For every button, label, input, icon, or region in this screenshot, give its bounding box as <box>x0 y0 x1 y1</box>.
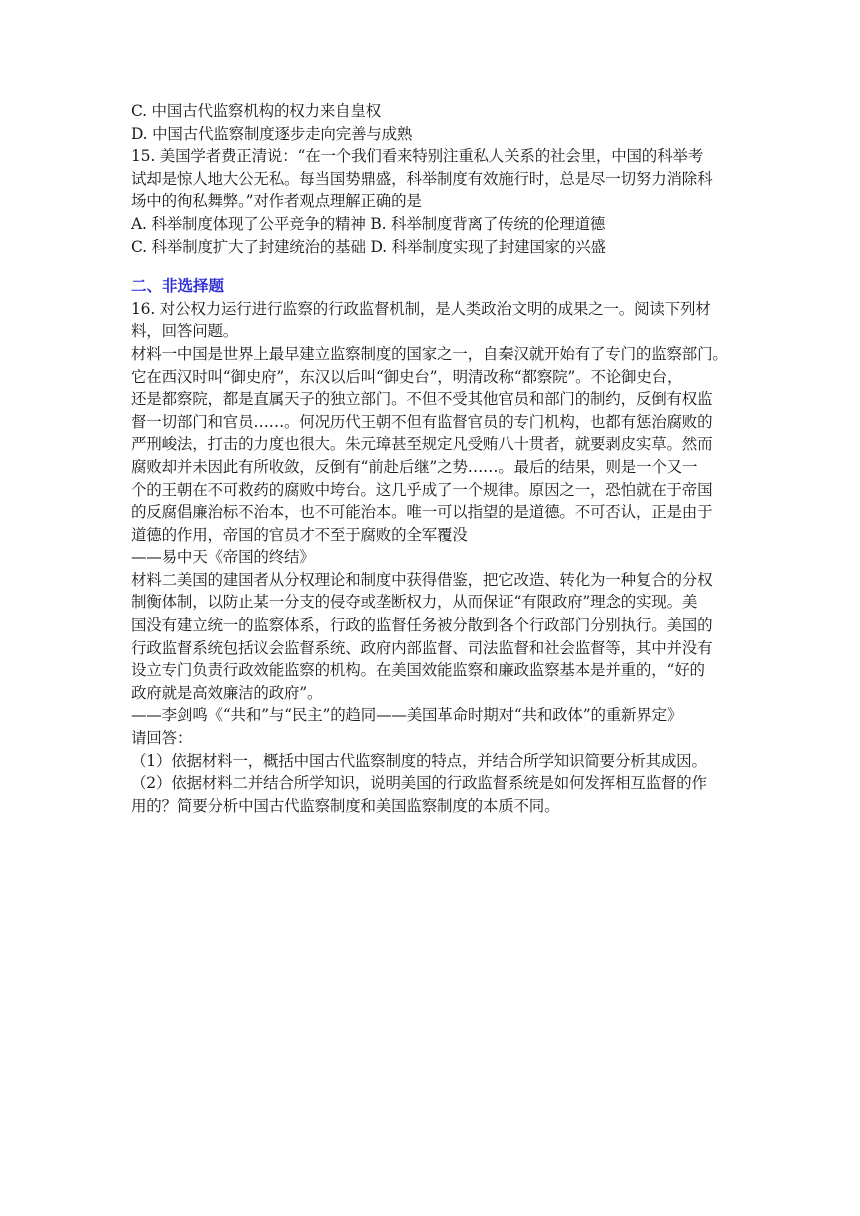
material2-line-5: 设立专门负责行政效能监察的机构。在美国效能监察和廉政监察基本是并重的，“好的 <box>131 661 705 680</box>
material1-line-4: 督一切部门和官员……。何况历代王朝不但有监督官员的专门机构，也都有惩治腐败的 <box>131 412 713 431</box>
section-title-non-choice: 二、非选择题 <box>131 277 225 296</box>
ask-label: 请回答： <box>131 729 193 748</box>
material2-line-1: 材料二美国的建国者从分权理论和制度中获得借鉴，把它改造、转化为一种复合的分权 <box>131 570 713 589</box>
material1-line-9: 道德的作用，帝国的官员才不至于腐败的全军覆没 <box>131 525 468 544</box>
q15-options-ab: A. 科举制度体现了公平竞争的精神 B. 科举制度背离了传统的伦理道德 <box>131 214 606 233</box>
document-page <box>131 100 751 817</box>
q15-stem-line-1: 15. 美国学者费正清说：“在一个我们看来特别注重私人关系的社会里，中国的科举考 <box>131 147 704 166</box>
material1-line-5: 严刑峻法，打击的力度也很大。朱元璋甚至规定凡受贿八十贯者，就要剥皮实草。然而 <box>131 435 713 454</box>
material2-line-2: 制衡体制，以防止某一分支的侵夺或垄断权力，从而保证“有限政府”理念的实现。美 <box>131 593 698 612</box>
material2-line-3: 国没有建立统一的监察体系，行政的监督任务被分散到各个行政部门分别执行。美国的 <box>131 616 713 635</box>
material2-source: ——李剑鸣《“共和”与“民主”的趋同——美国革命时期对“共和政体”的重新界定》 <box>131 706 683 725</box>
material2-line-4: 行政监督系统包括议会监督系统、政府内部监督、司法监督和社会监督等，其中并没有 <box>131 638 713 657</box>
sub-question-2-line-1: （2）依据材料二并结合所学知识，说明美国的行政监督系统是如何发挥相互监督的作 <box>131 774 707 793</box>
sub-question-2-line-2: 用的？简要分析中国古代监察制度和美国监察制度的本质不同。 <box>131 796 560 815</box>
q14-option-c: C. 中国古代监察机构的权力来自皇权 <box>131 102 382 120</box>
material2-line-6: 政府就是高效廉洁的政府”。 <box>131 683 323 702</box>
q15-stem-line-3: 场中的徇私舞弊。”对作者观点理解正确的是 <box>131 192 422 211</box>
material1-line-6: 腐败却并未因此有所收敛，反倒有“前赴后继”之势……。最后的结果，则是一个又一 <box>131 457 698 476</box>
sub-question-1: （1）依据材料一，概括中国古代监察制度的特点，并结合所学知识简要分析其成因。 <box>131 751 707 770</box>
q16-intro-line-1: 16. 对公权力运行进行监察的行政监督机制，是人类政治文明的成果之一。阅读下列材 <box>131 299 711 318</box>
material1-line-7: 个的王朝在不可救药的腐败中垮台。这几乎成了一个规律。原因之一，恐怕就在于帝国 <box>131 480 713 499</box>
material1-line-1: 材料一中国是世界上最早建立监察制度的国家之一，自秦汉就开始有了专门的监察部门。 <box>131 344 728 363</box>
q14-option-d: D. 中国古代监察制度逐步走向完善与成熟 <box>131 124 413 143</box>
material1-line-3: 还是都察院，都是直属天子的独立部门。不但不受其他官员和部门的制约，反倒有权监 <box>131 390 713 409</box>
material1-line-2: 它在西汉时叫“御史府”，东汉以后叫“御史台”，明清改称“都察院”。不论御史台， <box>131 367 683 386</box>
material1-source: ——易中天《帝国的终结》 <box>131 548 315 567</box>
q16-intro-line-2: 料，回答问题。 <box>131 322 239 341</box>
q15-stem-line-2: 试却是惊人地大公无私。每当国势鼎盛，科举制度有效施行时，总是尽一切努力消除科 <box>131 169 713 188</box>
material1-line-8: 的反腐倡廉治标不治本，也不可能治本。唯一可以指望的是道德。不可否认，正是由于 <box>131 503 713 522</box>
q15-options-cd: C. 科举制度扩大了封建统治的基础 D. 科举制度实现了封建国家的兴盛 <box>131 237 606 256</box>
